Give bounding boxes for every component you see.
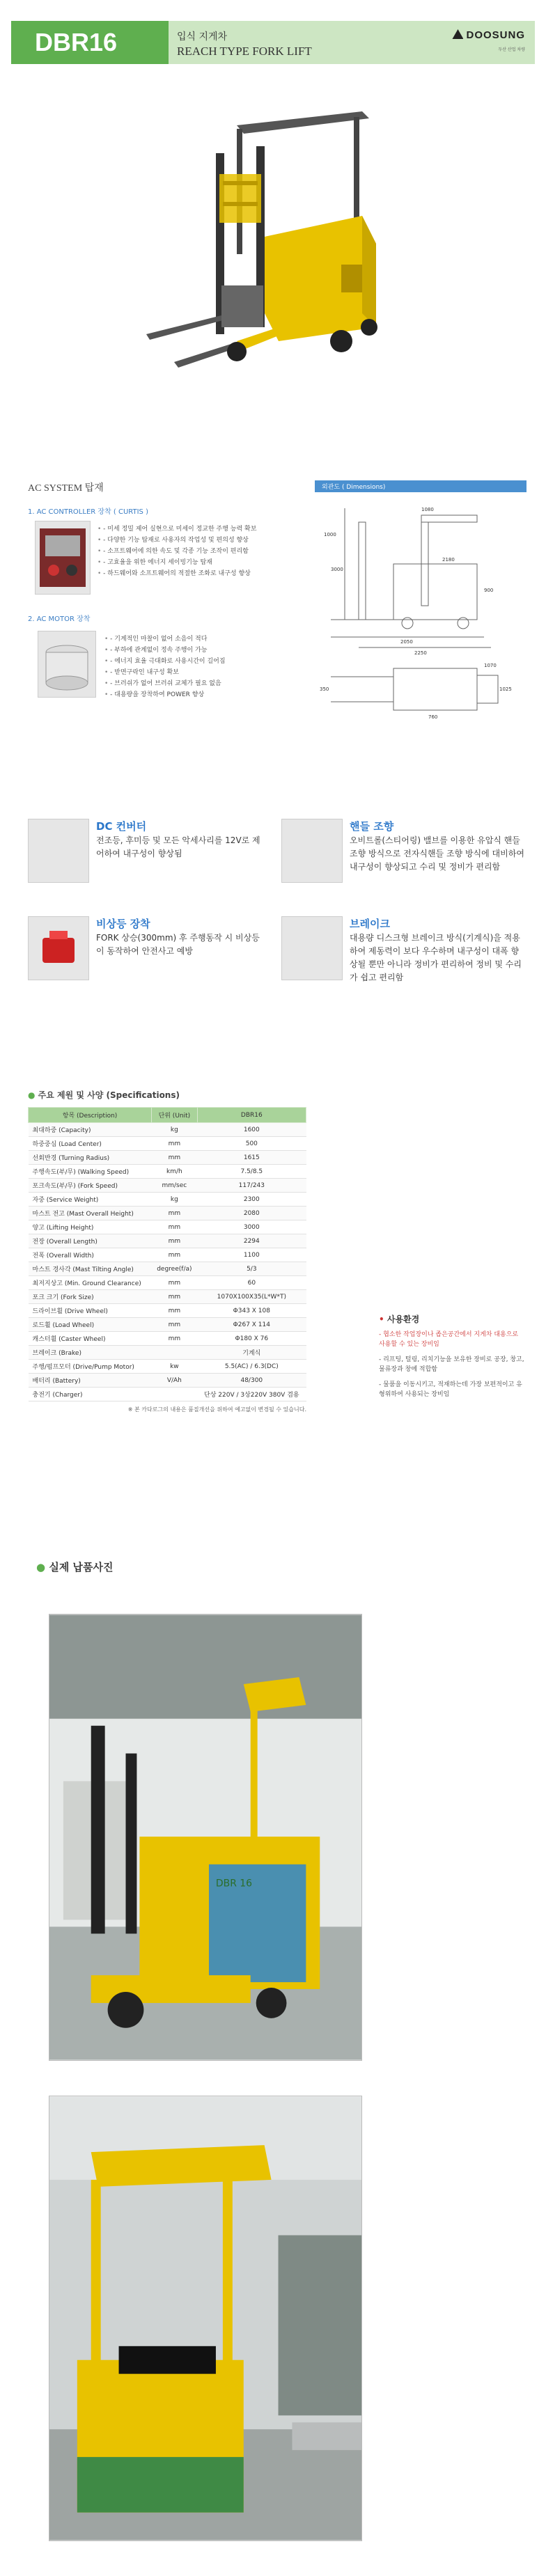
brand-logo [452, 29, 525, 41]
table-row [29, 1374, 306, 1388]
motor-illustration [38, 631, 95, 697]
spec-description: 자중 (Service Weight) [29, 1193, 152, 1207]
feature-text: 오비트롤(스티어링) 밸브를 이용한 유압식 핸들 조향 방식으로 전자식핸들 조향 방식에 대비하여 내구성이 향상되고 수리 및 정비가 편리함 [350, 835, 524, 872]
steering-photo [281, 819, 343, 883]
spec-value: 7.5/8.5 [197, 1165, 306, 1179]
hero-forklift-image [132, 104, 397, 397]
usage-item: - 물품을 이동시키고, 적재하는데 가장 보편적이고 유형위하여 사용되는 장비임 [379, 1381, 522, 1398]
list-item: • - 고효율을 위한 에너지 세이빙기능 탑재 [98, 557, 306, 568]
spec-title [28, 1089, 180, 1101]
spec-description: 브레이크 (Brake) [29, 1346, 152, 1360]
feature-title: 핸들 조향 [350, 820, 394, 833]
spec-description: 주행속도(부/무) (Walking Speed) [29, 1165, 152, 1179]
spec-unit: mm/sec [152, 1179, 198, 1193]
dim-label: 3000 [331, 567, 343, 572]
controller-photo [35, 521, 91, 595]
spec-value: Φ180 X 76 [197, 1332, 306, 1346]
spec-unit: mm [152, 1137, 198, 1151]
spec-value: 2294 [197, 1234, 306, 1248]
spec-unit: mm [152, 1276, 198, 1290]
controller-illustration [36, 521, 90, 594]
emergency-light-illustration [29, 917, 88, 980]
delivery-title-text: 실제 납품사진 [49, 1561, 114, 1573]
spec-header: 항목 (Description) [29, 1108, 152, 1123]
spec-value: Φ343 X 108 [197, 1304, 306, 1318]
spec-value: 48/300 [197, 1374, 306, 1388]
table-row [29, 1304, 306, 1318]
feature-title: 브레이크 [350, 918, 390, 930]
spec-unit: kg [152, 1193, 198, 1207]
feature-text: 대용량 디스크형 브레이크 방식(기계식)을 적용하여 제동력이 보다 우수하며 내구성이 대폭 향상될 뿐만 아니라 정비가 편리하여 정비 및 수리가 쉽고 편리함 [350, 933, 522, 982]
emergency-light-photo [28, 916, 89, 980]
spec-value: 1100 [197, 1248, 306, 1262]
dim-label: 900 [484, 588, 494, 593]
delivery-title [36, 1560, 114, 1574]
spec-unit: kw [152, 1360, 198, 1374]
feature-title: 비상등 장착 [96, 918, 150, 930]
table-row [29, 1207, 306, 1220]
spec-unit: mm [152, 1304, 198, 1318]
table-row [29, 1234, 306, 1248]
table-row [29, 1151, 306, 1165]
usage-item: - 협소한 작업장이나 좁은공간에서 지게차 대용으로 사용할 수 있는 장비임 [379, 1331, 519, 1348]
list-item: • - 미세 정밀 제어 실현으로 미세이 정교한 주행 능력 확보 [98, 524, 306, 535]
table-row [29, 1220, 306, 1234]
table-row [29, 1346, 306, 1360]
spec-unit [152, 1388, 198, 1401]
spec-value: 1070X100X35(L*W*T) [197, 1290, 306, 1304]
spec-title-text: 주요 제원 및 사양 (Specifications) [38, 1090, 180, 1100]
spec-description: 로드휠 (Load Wheel) [29, 1318, 152, 1332]
motor-title: 2. AC MOTOR 장착 [28, 615, 91, 623]
spec-value: 1615 [197, 1151, 306, 1165]
dim-label: 1070 [484, 663, 497, 668]
spec-bullet-icon: ● [28, 1090, 36, 1100]
feature-title: DC 컨버터 [96, 820, 147, 833]
list-item: • - 브러쉬가 없어 브러쉬 교체가 필요 없음 [104, 678, 306, 689]
spec-unit: mm [152, 1207, 198, 1220]
dim-label: 1025 [499, 686, 512, 692]
feature-text: 전조등, 후미등 및 모든 악세사리를 12V로 제어하여 내구성이 향상됨 [96, 835, 260, 858]
brand-name: DOOSUNG [466, 29, 525, 41]
spec-header: 단위 (Unit) [152, 1108, 198, 1123]
usage-bullet-icon: • [379, 1314, 384, 1324]
feature-text: FORK 상승(300mm) 후 주행동작 시 비상등이 동작하여 안전사고 예방 [96, 933, 260, 956]
brake-photo [281, 916, 343, 980]
motor-list [104, 634, 306, 700]
spec-description: 마스트 전고 (Mast Overall Height) [29, 1207, 152, 1220]
table-row [29, 1123, 306, 1137]
dim-label: 2050 [400, 639, 413, 645]
table-row [29, 1193, 306, 1207]
dc-converter-photo [28, 819, 89, 883]
table-row [29, 1332, 306, 1346]
brand-mark-icon [452, 29, 463, 39]
spec-unit: kg [152, 1123, 198, 1137]
table-row [29, 1360, 306, 1374]
spec-table-body [29, 1123, 306, 1401]
spec-unit: mm [152, 1318, 198, 1332]
spec-unit: degree(f/a) [152, 1262, 198, 1276]
spec-value: 1600 [197, 1123, 306, 1137]
table-row [29, 1248, 306, 1262]
list-item: • - 기계적인 마찰이 없어 소음이 적다 [104, 634, 306, 645]
delivery-photo-2 [49, 2096, 362, 2541]
spec-description: 포크 크기 (Fork Size) [29, 1290, 152, 1304]
list-item: • - 다양한 기능 탑재로 사용자의 작업성 및 편의성 향상 [98, 535, 306, 546]
spec-description: 선회반경 (Turning Radius) [29, 1151, 152, 1165]
ac-system-title: AC SYSTEM 탑재 [28, 483, 104, 494]
spec-description: 충전기 (Charger) [29, 1388, 152, 1401]
forklift-decal: DBR 16 [215, 1878, 253, 1890]
model-name: DBR16 [11, 21, 169, 64]
spec-description: 최저지상고 (Min. Ground Clearance) [29, 1276, 152, 1290]
spec-unit: mm [152, 1220, 198, 1234]
dimension-drawings [317, 494, 526, 724]
spec-unit: V/Ah [152, 1374, 198, 1388]
spec-description: 전장 (Overall Length) [29, 1234, 152, 1248]
spec-value: 60 [197, 1276, 306, 1290]
table-row [29, 1165, 306, 1179]
spec-unit: mm [152, 1332, 198, 1346]
spec-unit: mm [152, 1234, 198, 1248]
spec-value: 500 [197, 1137, 306, 1151]
table-row [29, 1388, 306, 1401]
spec-description: 배터리 (Battery) [29, 1374, 152, 1388]
dim-label: 760 [428, 714, 438, 720]
spec-value: 117/243 [197, 1179, 306, 1193]
brand-tagline: 두산 산업 차량 [498, 47, 525, 52]
spec-header: DBR16 [197, 1108, 306, 1123]
spec-value: 2300 [197, 1193, 306, 1207]
spec-value: 단상 220V / 3상220V 380V 겸용 [197, 1388, 306, 1401]
table-row [29, 1179, 306, 1193]
spec-description: 포크속도(부/무) (Fork Speed) [29, 1179, 152, 1193]
spec-unit: km/h [152, 1165, 198, 1179]
spec-description: 전폭 (Overall Width) [29, 1248, 152, 1262]
spec-value: 5.5(AC) / 6.3(DC) [197, 1360, 306, 1374]
dimension-label: 외관도 ( Dimensions) [315, 480, 526, 492]
usage-item: - 리프팅, 털링, 리치기능을 보유한 장비로 공장, 창고, 물류장과 창에 적합함 [379, 1356, 524, 1373]
spec-value: Φ267 X 114 [197, 1318, 306, 1332]
spec-description: 캐스터휠 (Caster Wheel) [29, 1332, 152, 1346]
spec-note: ※ 본 카다로그의 내용은 품질개선을 위하여 예고없이 변경될 수 있습니다. [127, 1406, 306, 1413]
spec-table [28, 1107, 306, 1401]
usage-title [379, 1313, 419, 1325]
spec-description: 드라이브휠 (Drive Wheel) [29, 1304, 152, 1318]
dim-label: 2250 [414, 650, 427, 656]
spec-unit: mm [152, 1151, 198, 1165]
spec-value: 5/3 [197, 1262, 306, 1276]
spec-value: 기계식 [197, 1346, 306, 1360]
table-row [29, 1318, 306, 1332]
header-bar [11, 21, 535, 64]
list-item: • - 에너지 효율 극대화로 사용시간이 길어짐 [104, 656, 306, 667]
spec-unit: mm [152, 1248, 198, 1262]
title-korean: 입식 지게차 [177, 31, 228, 42]
delivery-photo-1 [49, 1614, 362, 2061]
table-row [29, 1276, 306, 1290]
spec-value: 3000 [197, 1220, 306, 1234]
spec-description: 하중중심 (Load Center) [29, 1137, 152, 1151]
spec-description: 최대하중 (Capacity) [29, 1123, 152, 1137]
dim-label: 1000 [324, 532, 336, 537]
dim-label: 1080 [421, 507, 434, 512]
title-english: REACH TYPE FORK LIFT [177, 45, 312, 58]
dim-label: 350 [320, 686, 329, 692]
table-row [29, 1262, 306, 1276]
motor-photo [38, 631, 96, 698]
spec-value: 2080 [197, 1207, 306, 1220]
spec-description: 주행/펌프모터 (Drive/Pump Motor) [29, 1360, 152, 1374]
table-row [29, 1137, 306, 1151]
controller-list [98, 524, 306, 579]
spec-unit [152, 1346, 198, 1360]
usage-list [379, 1330, 525, 1399]
list-item: • - 받면구락인 내구성 확보 [104, 667, 306, 678]
delivery-bullet-icon: ● [36, 1561, 46, 1573]
spec-description: 마스트 경사각 (Mast Tilting Angle) [29, 1262, 152, 1276]
list-item: • - 하드웨어와 소프트웨어의 적절한 조화로 내구성 향상 [98, 568, 306, 579]
list-item: • - 부하에 관계없이 정속 주행이 가능 [104, 645, 306, 656]
spec-unit: mm [152, 1290, 198, 1304]
usage-title-text: 사용환경 [387, 1314, 420, 1324]
dim-label: 2180 [442, 557, 455, 563]
table-row [29, 1290, 306, 1304]
controller-title: 1. AC CONTROLLER 장착 ( CURTIS ) [28, 508, 148, 516]
spec-table-wrap [28, 1107, 306, 1413]
spec-description: 양고 (Lifting Height) [29, 1220, 152, 1234]
list-item: • - 소프트웨어에 의한 속도 및 각종 기능 조작이 편리함 [98, 546, 306, 557]
list-item: • - 대용량을 장착하여 POWER 향상 [104, 689, 306, 700]
